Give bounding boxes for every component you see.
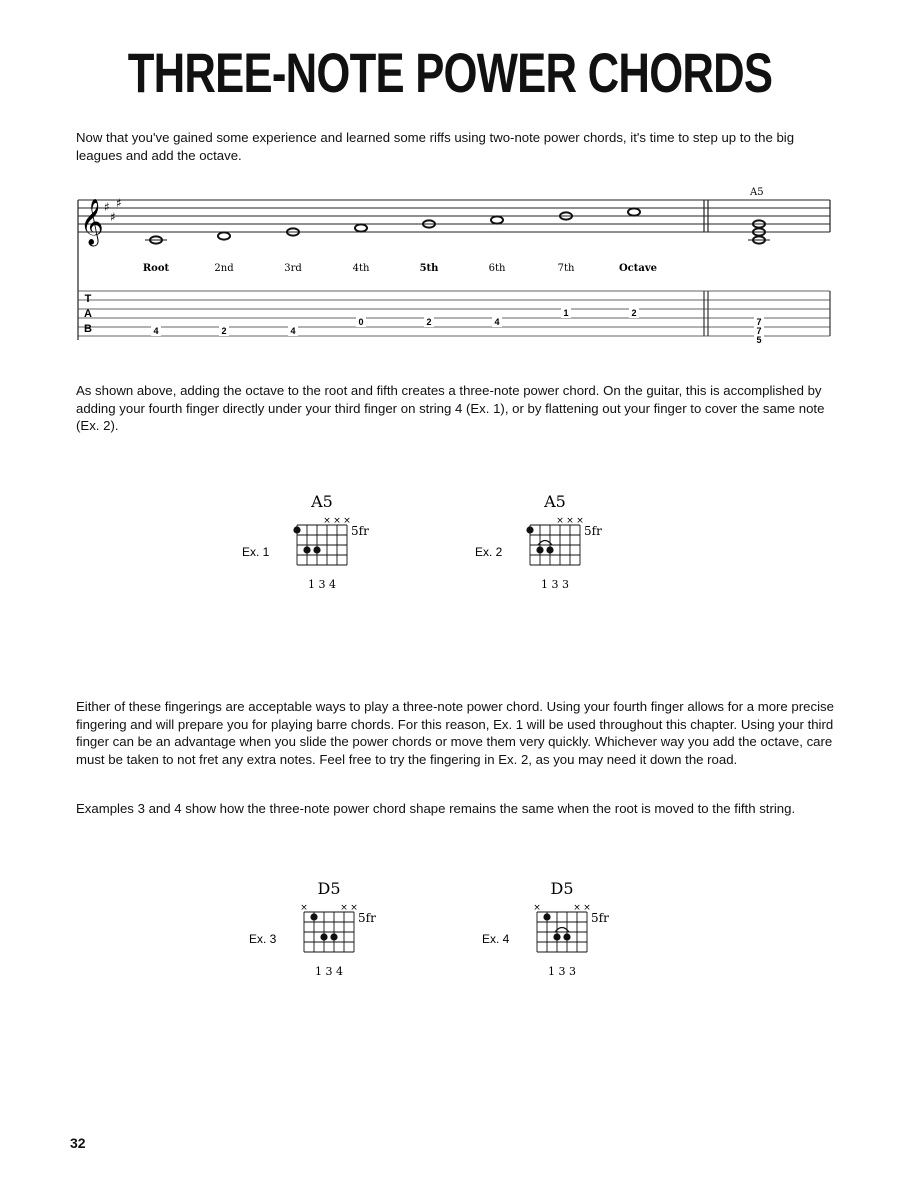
svg-text:7: 7 [756,326,762,336]
finger-dot [526,526,533,533]
fret-label: 5fr [358,911,376,925]
mute-mark: × [576,516,584,526]
svg-text:1: 1 [563,308,569,318]
interval-label: 2nd [214,263,234,274]
chord-diagram [475,492,602,591]
interval-label: 5th [419,263,439,274]
chord-name: D5 [317,879,341,898]
chord-diagram [482,879,609,978]
mute-mark: × [350,903,358,913]
svg-text:0: 0 [358,317,364,327]
svg-text:B: B [84,323,92,335]
fingering-label: 1 3 3 [548,965,576,978]
interval-label: 3rd [284,263,302,274]
svg-text:4: 4 [290,326,296,336]
interval-label: 6th [488,263,506,274]
svg-text:4: 4 [153,326,159,336]
finger-dot [546,546,553,553]
interval-label: Root [142,263,170,274]
chord-diagram [249,879,376,978]
mute-mark: × [583,903,591,913]
interval-label: 7th [557,263,575,274]
svg-text:T: T [84,293,92,305]
svg-text:7: 7 [756,317,762,327]
interval-label: 4th [352,263,370,274]
mute-mark: × [573,903,581,913]
mute-mark: × [300,903,308,913]
fingering-label: 1 3 4 [308,578,336,591]
fingering-paragraph: Either of these fingerings are acceptable ways to play a three-note power chord. Using your fourth finger allows for a more precise fingering and will prepare you for playing barre chords. For this reason, Ex. 1 will be used throughout this chapter. Using your third finger can be an advantage when you slide the power chords or move them very quickly. Whichever way you add the octave, care must be taken to not fret any extra notes. Feel free to try the fingering in Ex. 2, as you may need it down the road. [76,699,834,767]
example-label: Ex. 3 [249,932,277,946]
finger-dot [536,546,543,553]
fret-label: 5fr [591,911,609,925]
svg-text:A: A [84,308,92,320]
mute-mark: × [340,903,348,913]
fingering-label: 1 3 3 [541,578,569,591]
svg-text:2: 2 [221,326,227,336]
tab-clef [84,293,92,335]
mute-mark: × [343,516,351,526]
tab-numbers [151,308,764,345]
page-title: THREE-NOTE POWER CHORDS [127,41,773,104]
svg-text:♯: ♯ [110,210,116,224]
interval-label: Octave [618,263,658,274]
finger-dot [313,546,320,553]
finger-dot [330,933,337,940]
fret-label: 5fr [584,524,602,538]
finger-dot [310,913,317,920]
mute-mark: × [566,516,574,526]
chord-diagram [242,492,369,591]
chord-name: A5 [311,492,333,511]
mute-mark: × [333,516,341,526]
scale-notes [145,208,640,243]
svg-text:♯: ♯ [116,196,122,210]
example-label: Ex. 2 [475,545,503,559]
example-label: Ex. 1 [242,545,270,559]
svg-text:2: 2 [631,308,637,318]
octave-paragraph: As shown above, adding the octave to the root and fifth creates a three-note power chord. On the guitar, this is accomplished by adding your fourth finger directly under your third finger on string 4 (Ex. 1), or by flattening out your finger to cover the same note (Ex. 2). [76,383,825,434]
chord-name: D5 [550,879,574,898]
treble-clef-icon: 𝄞 [80,199,104,245]
mute-mark: × [533,903,541,913]
finger-dot [320,933,327,940]
svg-text:♯: ♯ [104,200,110,214]
notation-staff [78,200,830,340]
finger-dot [563,933,570,940]
mute-mark: × [323,516,331,526]
finger-dot [293,526,300,533]
svg-text:4: 4 [494,317,500,327]
fingering-label: 1 3 4 [315,965,343,978]
fifth-string-paragraph: Examples 3 and 4 show how the three-note power chord shape remains the same when the root is moved to the fifth string. [76,801,796,816]
svg-text:2: 2 [426,317,432,327]
chord-label: A5 [750,187,764,198]
chord-name: A5 [544,492,566,511]
example-label: Ex. 4 [482,932,510,946]
interval-labels [143,263,657,274]
finger-dot [303,546,310,553]
finger-dot [543,913,550,920]
tab-staff [78,291,830,336]
intro-paragraph: Now that you've gained some experience and learned some riffs using two-note power chords, it's time to step up to the big leagues and add the octave. [76,130,795,163]
page-number: 32 [70,1135,86,1151]
fret-label: 5fr [351,524,369,538]
mute-mark: × [556,516,564,526]
finger-dot [553,933,560,940]
svg-text:5: 5 [756,335,762,345]
